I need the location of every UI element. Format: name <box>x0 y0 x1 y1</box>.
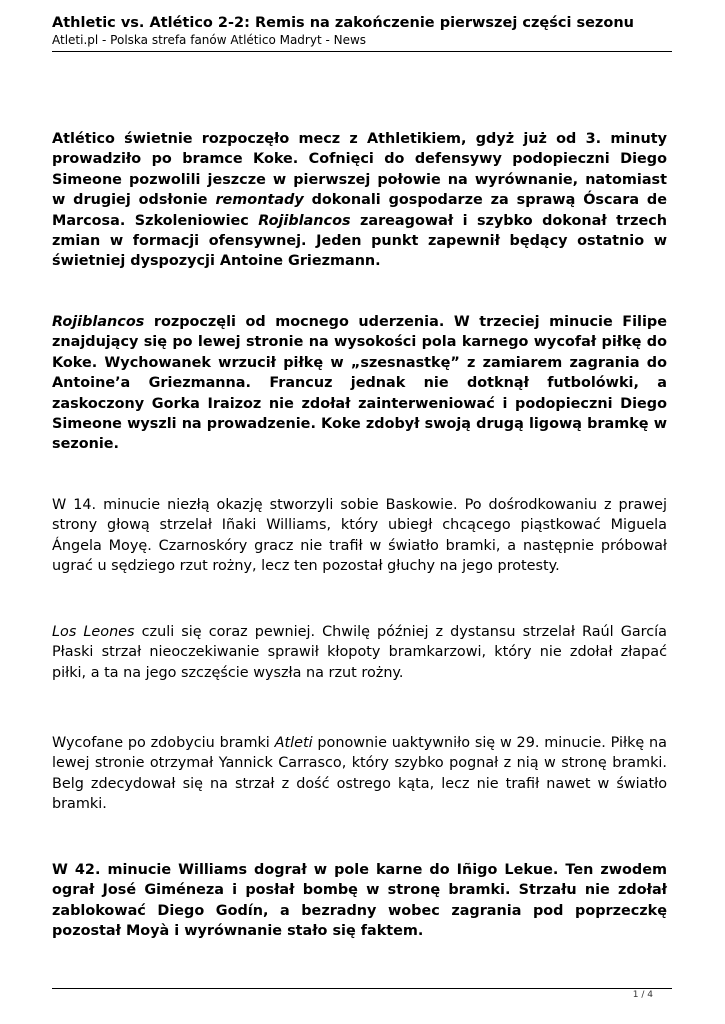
italic-term: Rojiblancos <box>52 314 145 330</box>
paragraph-los-leones <box>52 622 667 683</box>
italic-term: Atleti <box>274 735 313 751</box>
paragraph-intro <box>52 129 667 272</box>
text-span: ponownie uaktywniło się w 29. minucie. Piłkę na lewej stronie otrzymał Yannick Carrasco, który szybko pognał z nią w stronę bramki. Belg zdecydował się na strzał z dość ostrego kąta, lecz nie trafił nawet w światło bramki. <box>52 735 667 813</box>
italic-term: Los Leones <box>52 624 135 640</box>
paragraph-opening-goal <box>52 312 667 455</box>
italic-term: remontady <box>215 192 304 209</box>
text-span: Wycofane po zdobyciu bramki <box>52 735 275 751</box>
text-span: czuli się coraz pewniej. Chwilę później z dystansu strzelał Raúl García Płaski strzał nieoczekiwanie sprawił kłopoty bramkarzowi, który nie zdołał złapać piłki, a ta na jego szczęście wyszła na rzut rożny. <box>52 624 668 681</box>
paragraph-42-minute <box>52 860 667 942</box>
article-title: Athletic vs. Atlético 2-2: Remis na zakończenie pierwszej części sezonu <box>52 15 634 31</box>
italic-term: Rojiblancos <box>258 212 351 229</box>
text-span: zareagował i szybko dokonał trzech zmian w formacji ofensywnej. Jeden punkt zapewnił będący ostatnio w świetniej dyspozycji Antoine Griezmann. <box>52 212 667 270</box>
page-number: 1 / 4 <box>632 990 653 1000</box>
text-span: rozpoczęli od mocnego uderzenia. W trzeciej minucie Filipe znajdujący się po lewej stronie na wysokości pola karnego wycofał piłkę do Koke. Wychowanek wrzucił piłkę w „szesnastkę” z zamiarem zagrania do Antoine’a Griezmanna. Francuz jednak nie dotknął futbolówki, a zaskoczony Gorka Iraizoz nie zdołał zainterweniować i podopieczni Diego Simeone wyszli na prowadzenie. Koke zdobył swoją drugą ligową bramkę w sezonie. <box>52 314 667 453</box>
footer-divider <box>52 988 672 989</box>
paragraph-29-minute <box>52 733 667 815</box>
text-span: W 42. minucie Williams dograł w pole karne do Iñigo Lekue. Ten zwodem ograł José Giméneza i posłał bombę w stronę bramki. Strzału nie zdołał zablokować Diego Godín, a bezradny wobec zagrania pod poprzeczkę pozostał Moyà i wyrównanie stało się faktem. <box>52 862 667 940</box>
text-span: W 14. minucie niezłą okazję stworzyli sobie Baskowie. Po dośrodkowaniu z prawej strony głową strzelał Iñaki Williams, który ubiegł chcącego piąstkować Miguela Ángela Moyę. Czarnoskóry gracz nie trafił w światło bramki, a następnie próbował ugrać u sędziego rzut rożny, lecz ten pozostał głuchy na jego protesty. <box>52 497 667 575</box>
text-span: dokonali gospodarze za sprawą Óscara de Marcosa. Szkoleniowiec <box>52 192 667 229</box>
paragraph-14-minute <box>52 495 667 577</box>
article-body <box>52 0 667 988</box>
text-span: Atlético świetnie rozpoczęło mecz z Athletikiem, gdyż już od 3. minuty prowadziło po bramce Koke. Cofnięci do defensywy podopieczni Diego Simeone pozwolili jeszcze w pierwszej połowie na wyrównanie, natomiast w drugiej odsłonie <box>52 131 667 209</box>
site-subtitle: Atleti.pl - Polska strefa fanów Atlético Madryt - News <box>52 33 367 47</box>
